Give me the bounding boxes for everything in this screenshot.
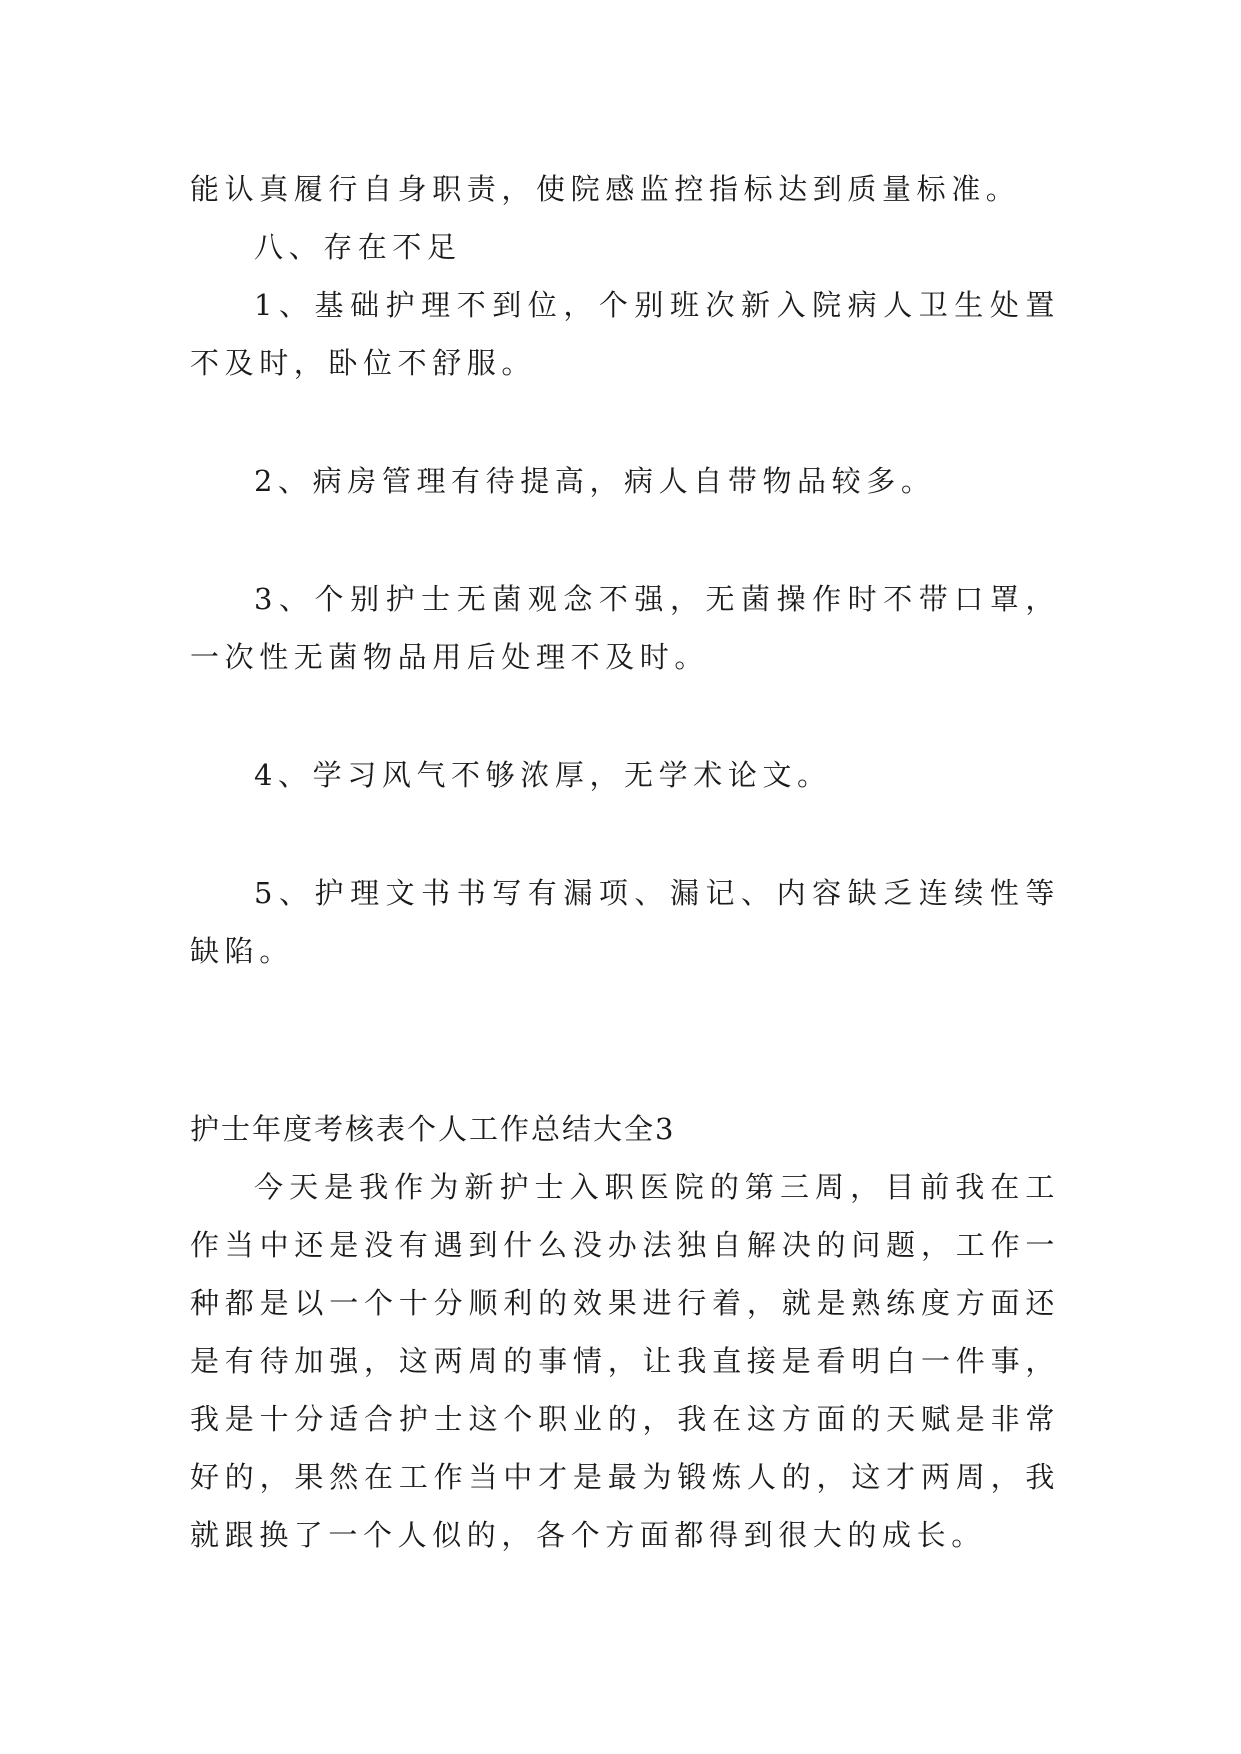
list-item-1: 1、基础护理不到位，个别班次新入院病人卫生处置不及时，卧位不舒服。 [190,288,1060,380]
list-item-2: 2、病房管理有待提高，病人自带物品较多。 [254,464,936,498]
section-body-paragraph: 今天是我作为新护士入职医院的第三周，目前我在工作当中还是没有遇到什么没办法独自解决的问题，工作一种都是以一个十分顺利的效果进行着，就是熟练度方面还是有待加强，这两周的事情，让我直接是看明白一件事，我是十分适合护士这个职业的，我在这方面的天赋是非常好的，果然在工作当中才是最为锻炼人的，这才两周，我就跟换了一个人似的，各个方面都得到很大的成长。 [190,1170,1060,1552]
section-heading-shortcomings: 八、存在不足 [254,230,462,264]
list-item-5: 5、护理文书书写有漏项、漏记、内容缺乏连续性等缺陷。 [190,876,1060,968]
document-body [190,160,1060,1564]
paragraph-continuation: 能认真履行自身职责，使院感监控指标达到质量标准。 [190,172,1021,206]
list-item-4: 4、学习风气不够浓厚，无学术论文。 [254,758,832,792]
list-item-3: 3、个别护士无菌观念不强，无菌操作时不带口罩，一次性无菌物品用后处理不及时。 [190,582,1060,674]
section-title: 护士年度考核表个人工作总结大全3 [190,1112,676,1146]
